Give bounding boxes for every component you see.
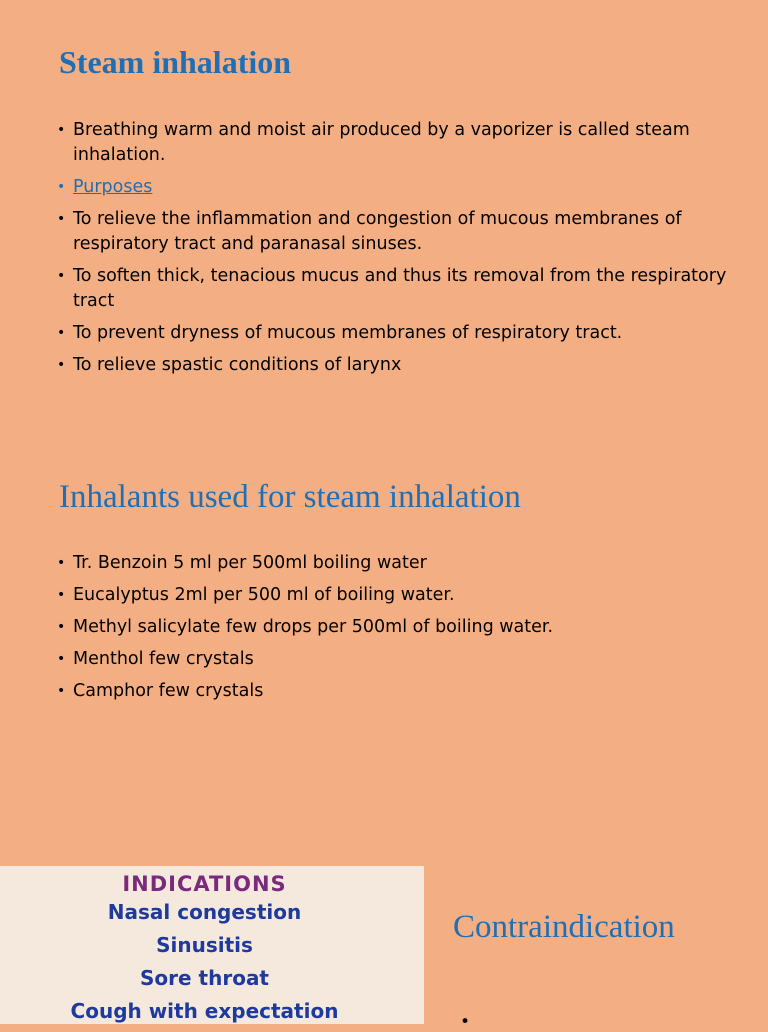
list-item-text: To soften thick, tenacious mucus and thus its removal from the respiratory tract — [73, 266, 727, 311]
list-item — [57, 207, 737, 257]
list-item — [57, 353, 737, 378]
page-title: Steam inhalation — [59, 44, 292, 80]
bullet-icon: • — [57, 651, 66, 667]
list-item — [57, 679, 737, 704]
list-item-text: Tr. Benzoin 5 ml per 500ml boiling water — [73, 553, 427, 573]
list-item-text: Methyl salicylate few drops per 500ml of boiling water. — [73, 617, 554, 637]
list-item — [57, 615, 737, 640]
list-item — [57, 264, 737, 314]
list-item-text: Eucalyptus 2ml per 500 ml of boiling water. — [73, 585, 455, 605]
indication-item: Sinusitis — [156, 933, 253, 957]
list-item — [57, 583, 737, 608]
bullet-icon: • — [57, 325, 66, 341]
list-item — [57, 551, 737, 576]
indications-image — [0, 866, 424, 1024]
inhalants-list — [57, 551, 737, 711]
section-heading-inhalants: Inhalants used for steam inhalation — [59, 479, 521, 515]
list-item-text: To relieve spastic conditions of larynx — [73, 355, 402, 375]
partial-bullet-glyph: • — [460, 1012, 471, 1032]
list-item-text: To relieve the inflammation and congestion of mucous membranes of respiratory tract and paranasal sinuses. — [73, 209, 682, 254]
bullet-icon: • — [57, 179, 66, 195]
list-item — [57, 118, 737, 168]
indication-item: Nasal congestion — [107, 900, 302, 924]
list-item-text: To prevent dryness of mucous membranes of respiratory tract. — [73, 323, 623, 343]
bullet-icon: • — [57, 683, 66, 699]
list-item-text: Camphor few crystals — [73, 681, 264, 701]
list-item — [57, 647, 737, 672]
bullet-icon: • — [57, 122, 66, 138]
section-heading-contraindication: Contraindication — [453, 909, 675, 945]
bullet-icon: • — [57, 619, 66, 635]
list-item-text: Menthol few crystals — [73, 649, 254, 669]
indications-title: INDICATIONS — [122, 872, 287, 896]
list-item — [57, 321, 737, 346]
bullet-icon: • — [57, 357, 66, 373]
list-item-text: Breathing warm and moist air produced by a vaporizer is called steam inhalation. — [73, 120, 690, 165]
bullet-icon: • — [57, 268, 66, 284]
indication-item: Sore throat — [140, 966, 269, 990]
purposes-link[interactable]: Purposes — [73, 177, 153, 197]
bullet-icon: • — [57, 587, 66, 603]
bullet-icon: • — [57, 211, 66, 227]
bullet-icon: • — [57, 555, 66, 571]
purposes-list — [57, 118, 737, 385]
indication-item: Cough with expectation — [70, 999, 339, 1023]
list-item[interactable] — [57, 175, 737, 200]
